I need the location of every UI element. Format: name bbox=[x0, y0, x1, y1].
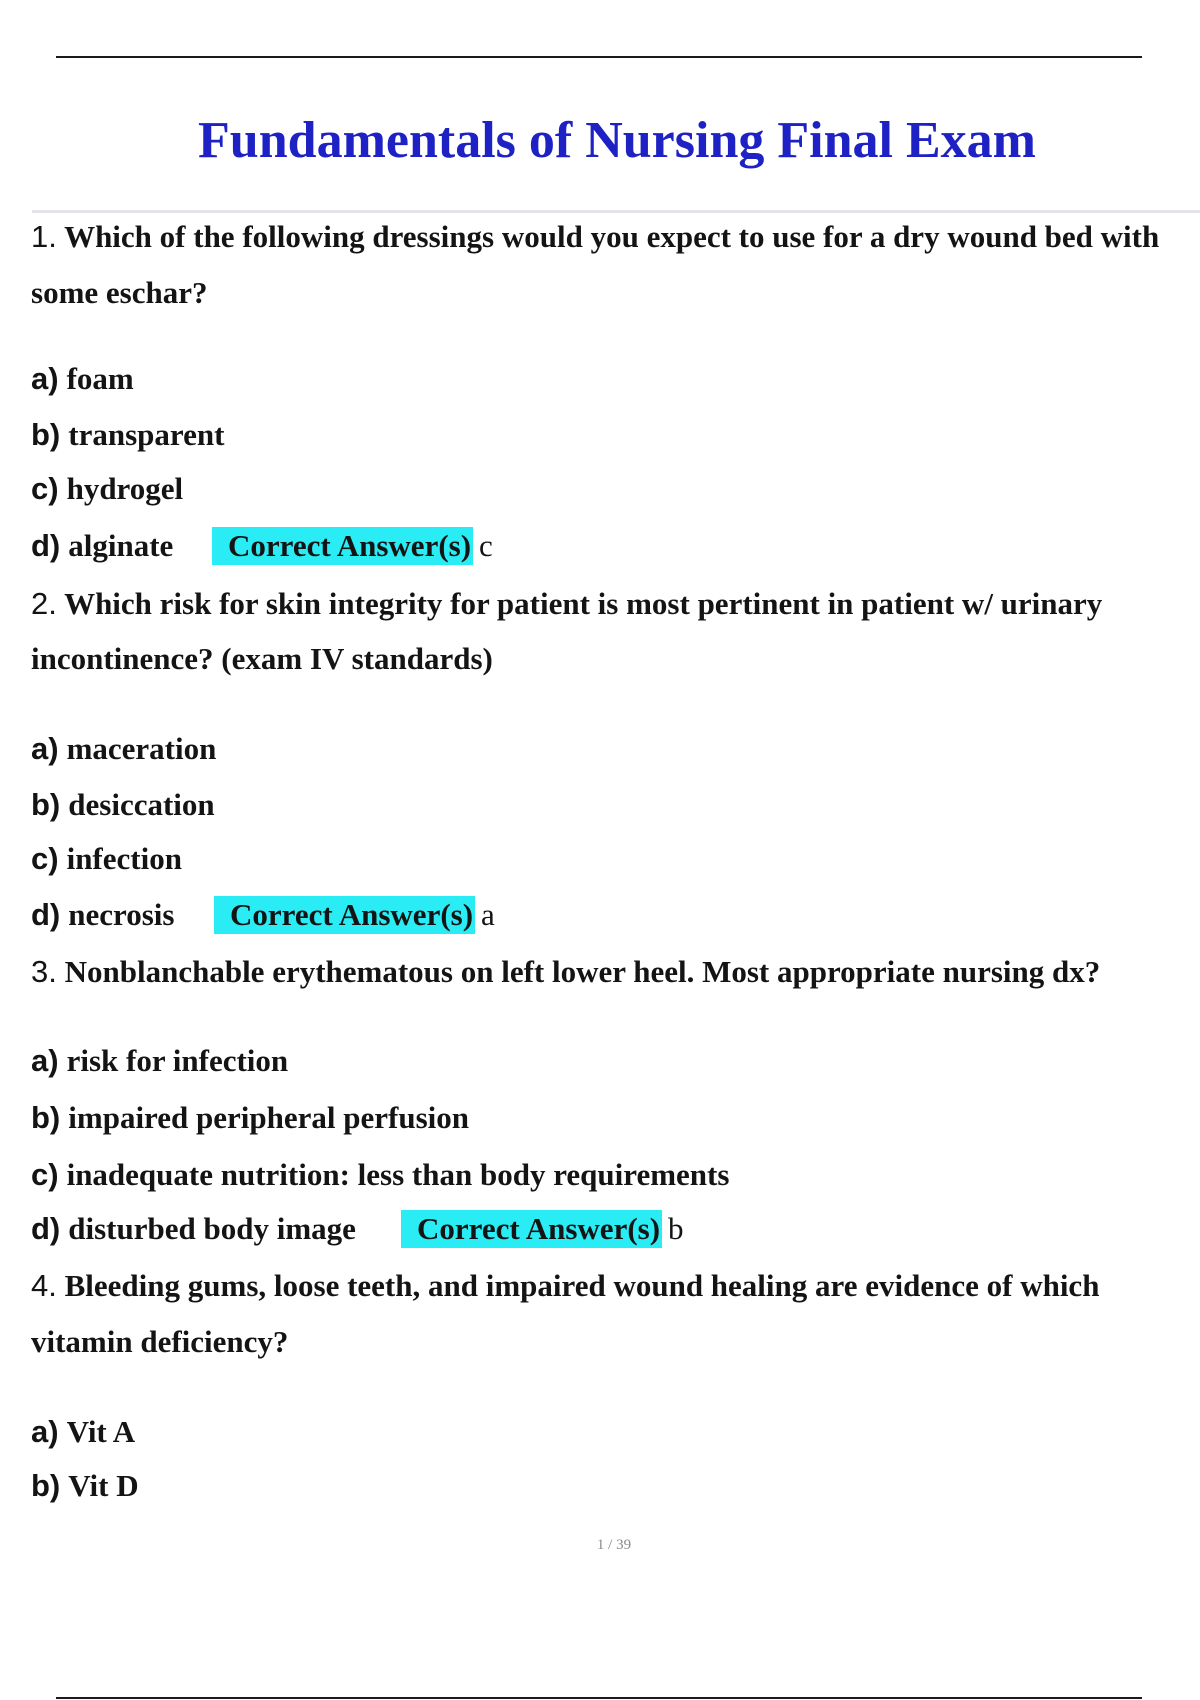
option-text: disturbed body image bbox=[68, 1211, 356, 1246]
correct-answer-2 bbox=[214, 896, 495, 934]
question-text: Which of the following dressings would you expect to use for a dry wound bed with bbox=[64, 219, 1160, 254]
title-separator bbox=[32, 210, 1200, 213]
option-text: desiccation bbox=[68, 787, 215, 822]
option-4b bbox=[31, 1467, 139, 1505]
option-letter: a) bbox=[31, 1414, 59, 1449]
option-letter: b) bbox=[31, 787, 61, 822]
option-text: foam bbox=[66, 361, 134, 396]
correct-answer-badge: Correct Answer(s) bbox=[214, 896, 475, 934]
option-letter: d) bbox=[31, 528, 61, 563]
question-2-line-1 bbox=[31, 585, 1102, 623]
option-letter: b) bbox=[31, 1100, 61, 1135]
option-text: Vit A bbox=[66, 1414, 136, 1449]
option-letter: a) bbox=[31, 361, 59, 396]
option-3d bbox=[31, 1210, 356, 1248]
page-indicator: 1 / 39 bbox=[596, 1537, 632, 1553]
question-number: 1. bbox=[31, 219, 57, 254]
option-text: infection bbox=[66, 841, 182, 876]
option-text: impaired peripheral perfusion bbox=[68, 1100, 469, 1135]
option-text: risk for infection bbox=[66, 1043, 289, 1078]
option-2c bbox=[31, 840, 182, 878]
option-letter: c) bbox=[31, 841, 59, 876]
question-4-line-1 bbox=[31, 1267, 1099, 1305]
option-1c bbox=[31, 470, 183, 508]
question-text: Bleeding gums, loose teeth, and impaired wound healing are evidence of which bbox=[64, 1268, 1100, 1303]
correct-answer-3 bbox=[401, 1210, 684, 1248]
option-text: necrosis bbox=[68, 897, 175, 932]
question-number: 4. bbox=[31, 1268, 57, 1303]
header-rule bbox=[56, 56, 1142, 58]
option-text: maceration bbox=[66, 731, 217, 766]
question-text: Which risk for skin integrity for patient is most pertinent in patient w/ urinary bbox=[64, 586, 1103, 621]
option-letter: c) bbox=[31, 471, 59, 506]
question-1-line-1 bbox=[31, 218, 1159, 256]
question-3-line-1 bbox=[31, 953, 1100, 991]
option-1a bbox=[31, 360, 134, 398]
option-letter: a) bbox=[31, 1043, 59, 1078]
correct-answer-badge: Correct Answer(s) bbox=[212, 527, 473, 565]
question-4-line-2: vitamin deficiency? bbox=[31, 1324, 289, 1359]
option-letter: a) bbox=[31, 731, 59, 766]
correct-answer-value: a bbox=[481, 897, 495, 932]
option-1b bbox=[31, 416, 224, 454]
option-text: inadequate nutrition: less than body requirements bbox=[66, 1157, 730, 1192]
option-letter: c) bbox=[31, 1157, 59, 1192]
option-2b bbox=[31, 786, 215, 824]
option-text: hydrogel bbox=[66, 471, 184, 506]
correct-answer-value: b bbox=[668, 1211, 684, 1246]
option-2a bbox=[31, 730, 216, 768]
option-4a bbox=[31, 1413, 135, 1451]
option-letter: b) bbox=[31, 1468, 61, 1503]
question-text: Nonblanchable erythematous on left lower heel. Most appropriate nursing dx? bbox=[64, 954, 1101, 989]
option-text: Vit D bbox=[68, 1468, 139, 1503]
correct-answer-1 bbox=[212, 527, 493, 565]
question-2-line-2: incontinence? (exam IV standards) bbox=[31, 641, 493, 676]
correct-answer-badge: Correct Answer(s) bbox=[401, 1210, 662, 1248]
option-2d bbox=[31, 896, 174, 934]
option-letter: d) bbox=[31, 897, 61, 932]
question-number: 2. bbox=[31, 586, 57, 621]
option-3c bbox=[31, 1156, 729, 1194]
option-1d bbox=[31, 527, 173, 565]
option-3a bbox=[31, 1042, 288, 1080]
option-text: transparent bbox=[68, 417, 225, 452]
correct-answer-value: c bbox=[479, 528, 493, 563]
option-3b bbox=[31, 1099, 469, 1137]
footer-rule bbox=[56, 1697, 1142, 1699]
option-letter: b) bbox=[31, 417, 61, 452]
option-text: alginate bbox=[68, 528, 174, 563]
question-number: 3. bbox=[31, 954, 57, 989]
document-title: Fundamentals of Nursing Final Exam bbox=[198, 112, 1036, 169]
option-letter: d) bbox=[31, 1211, 61, 1246]
question-1-line-2: some eschar? bbox=[31, 275, 208, 310]
